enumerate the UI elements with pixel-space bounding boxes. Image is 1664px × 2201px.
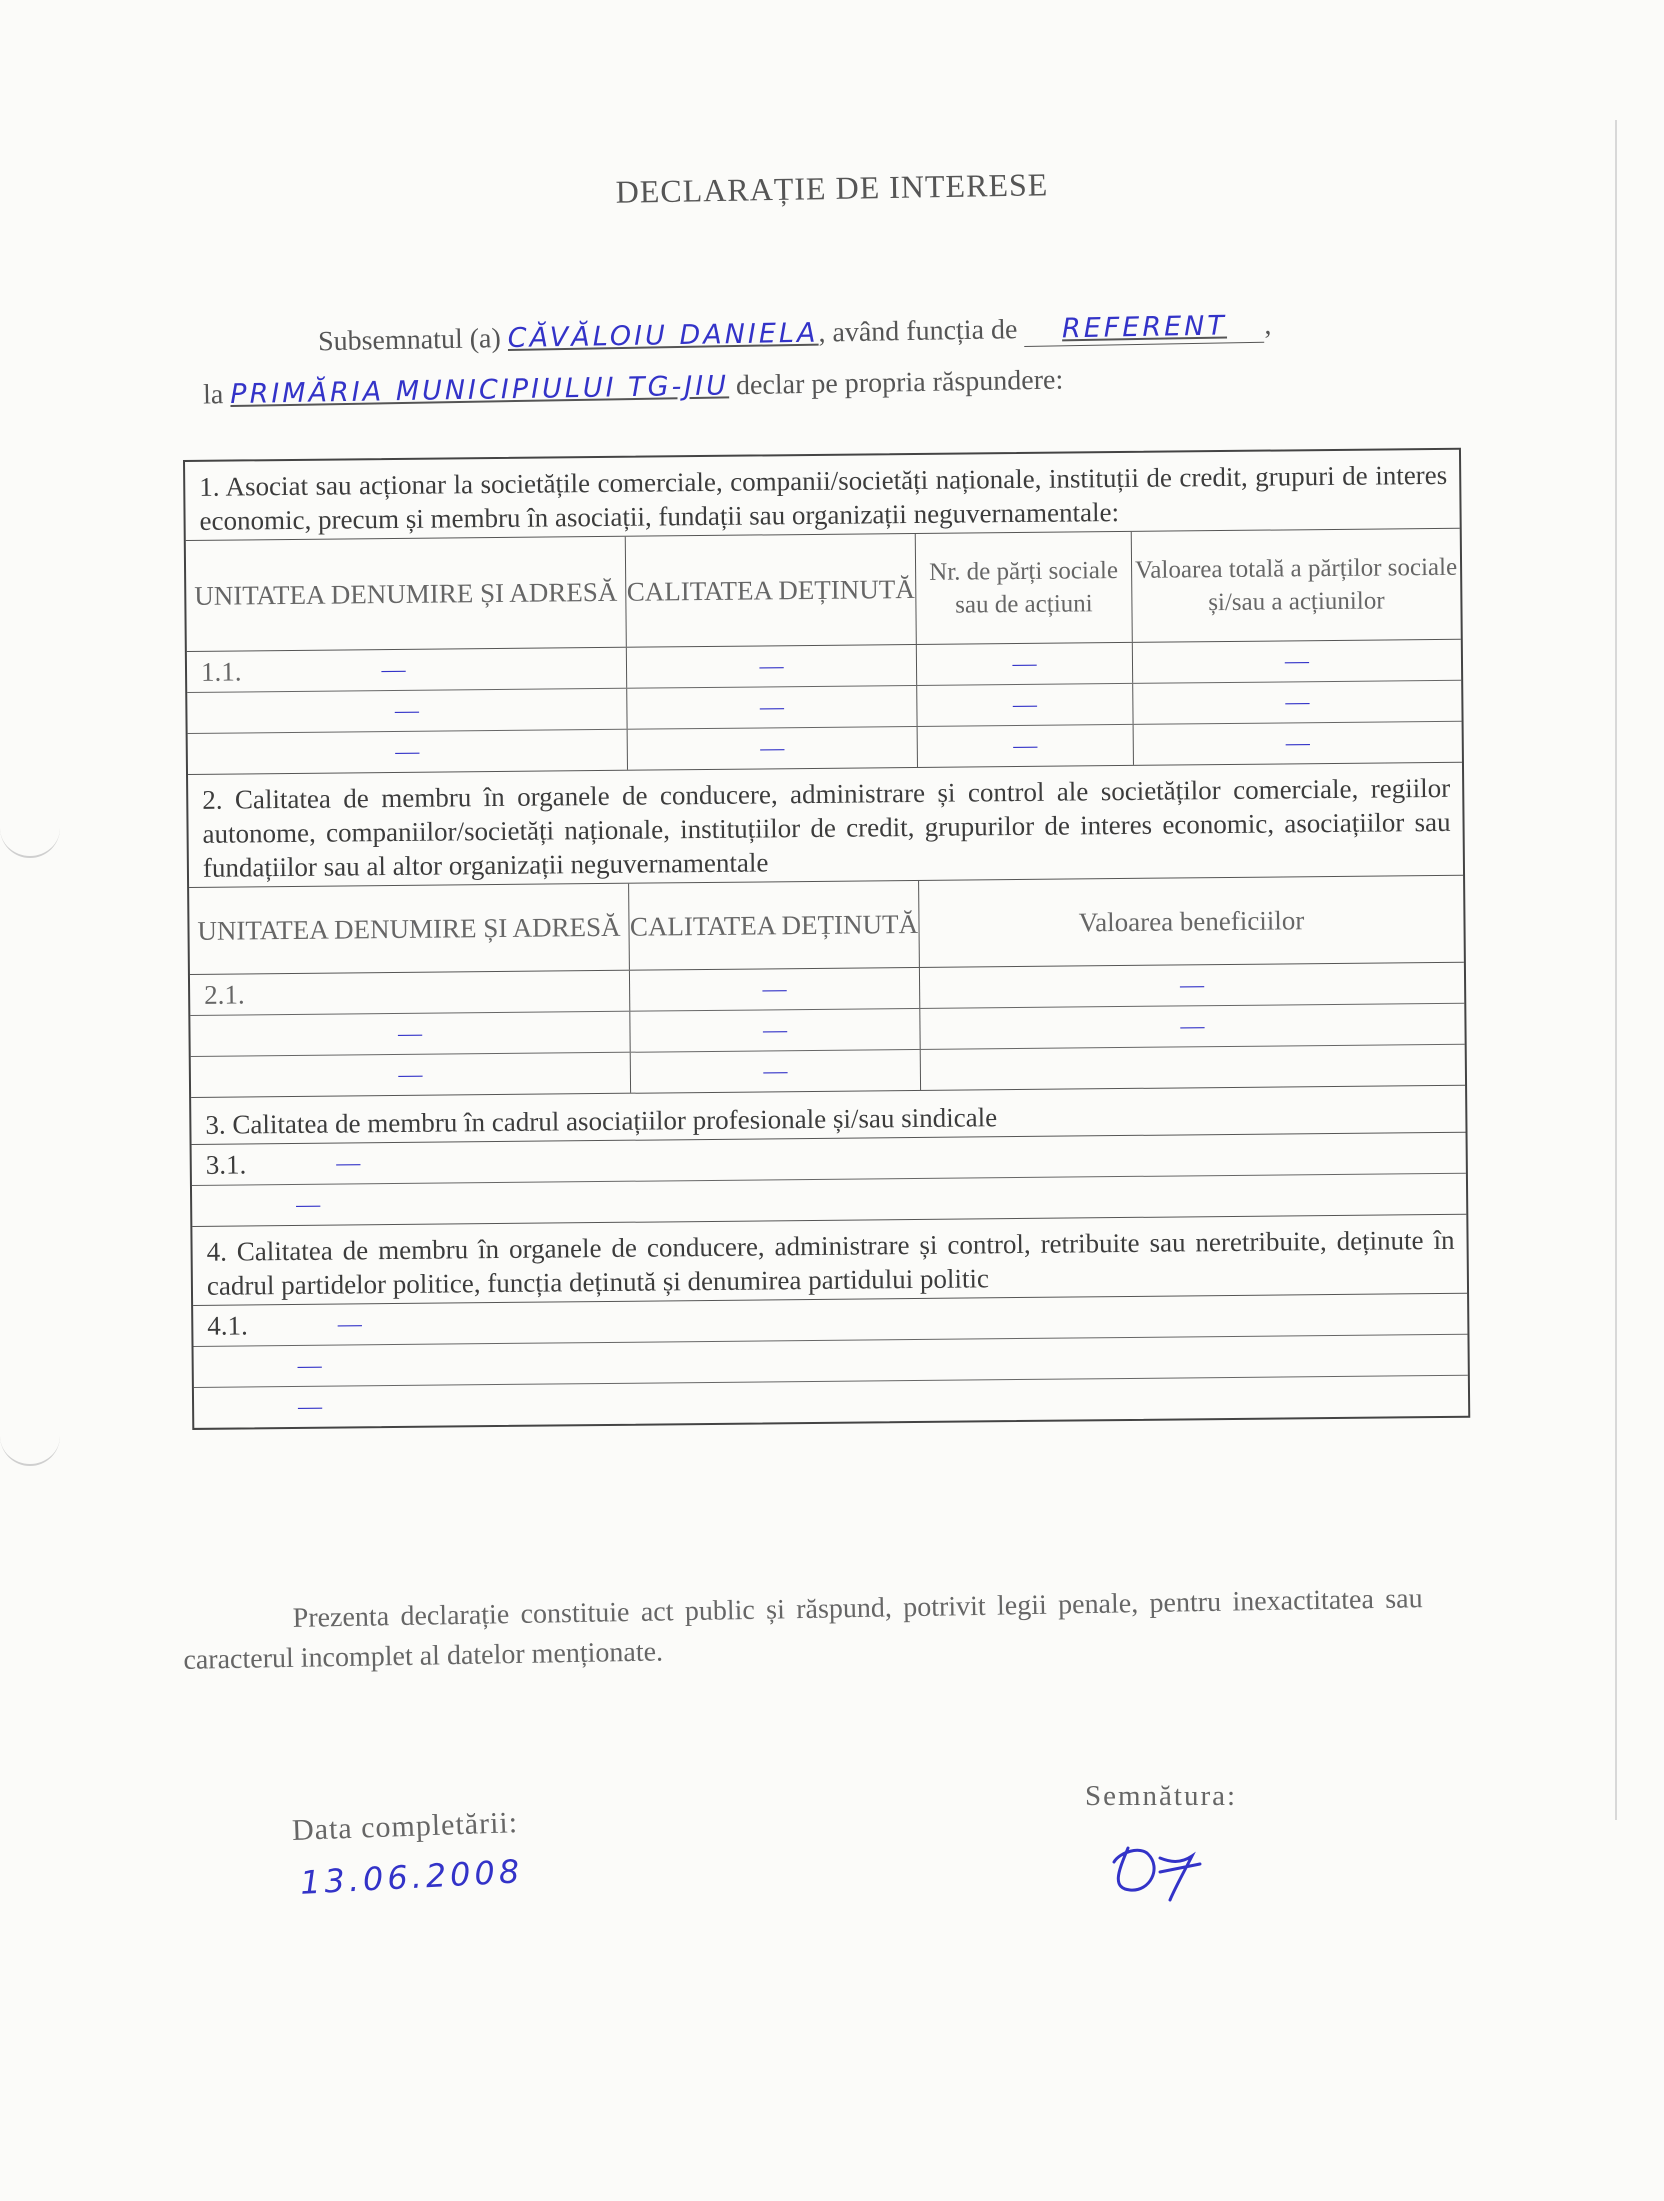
declarant-function: REFERENT — [1061, 310, 1228, 345]
dash-mark: — — [296, 1191, 321, 1218]
section-3-rows — [192, 1133, 1467, 1227]
dash-mark: — — [1179, 971, 1205, 998]
section-3-heading: 3. Calitatea de membru în cadrul asociațiilor profesionale și/sau sindicale — [191, 1086, 1465, 1145]
dash-mark: — — [762, 1016, 788, 1043]
dash-mark: — — [297, 1393, 323, 1420]
scan-edge — [1615, 120, 1617, 1820]
signature-mark — [1100, 1828, 1240, 1908]
dash-mark: — — [337, 1310, 362, 1338]
dash-mark: — — [1285, 688, 1310, 715]
dash-mark: — — [1012, 650, 1037, 677]
intro-line-2 — [203, 364, 1064, 411]
intro-line-1: Subsemnatul (a) CĂVĂLOIU DANIELA, având funcția de REFERENT , — [317, 309, 1272, 358]
dash-mark: — — [759, 652, 784, 679]
row-label: 4.1. — [207, 1309, 248, 1341]
dash-mark: — — [759, 693, 785, 720]
dash-mark: — — [1180, 1012, 1205, 1039]
section-1-header-row — [186, 529, 1461, 652]
dash-mark: — — [394, 697, 420, 724]
function-label: , având funcția de — [818, 314, 1018, 349]
dash-mark: — — [760, 734, 785, 761]
s1-col-unitatea: UNITATEA DENUMIRE ȘI ADRESĂ — [186, 537, 627, 651]
section-2-rows — [190, 963, 1465, 1098]
declar-label: declar pe propria răspundere: — [735, 364, 1064, 402]
s2-col-unitatea: UNITATEA DENUMIRE ȘI ADRESĂ — [189, 884, 630, 974]
dash-mark: — — [1012, 691, 1038, 718]
dash-mark: — — [336, 1149, 361, 1177]
declaration-footer: Prezenta declarație constituie act public și răspund, potrivit legii penale, pentru inexactitatea sau caracterul incomplet al datelor menționate. — [183, 1583, 1423, 1676]
dash-mark: — — [1284, 647, 1310, 674]
declaration-form — [183, 448, 1470, 1430]
dash-mark: — — [381, 656, 406, 683]
dash-mark: — — [398, 1061, 423, 1088]
declarant-name: CĂVĂLOIU DANIELA — [507, 317, 819, 355]
page-title: DECLARAȚIE DE INTERESE — [615, 166, 1049, 210]
s1-col-nr-parti: Nr. de părți sociale sau de acțiuni — [916, 532, 1133, 644]
dash-mark: — — [395, 738, 420, 765]
punch-hole — [0, 822, 60, 858]
section-2-header-row — [189, 876, 1464, 975]
dash-mark: — — [1013, 732, 1038, 759]
row-label: 2.1. — [203, 978, 245, 1010]
dash-mark: — — [762, 975, 787, 1002]
s1-col-calitatea: CALITATEA DEȚINUTĂ — [626, 534, 917, 647]
section-1-heading: 1. Asociat sau acționar la societățile comerciale, companii/societăți naționale, instituții de credit, grupuri de interes economic, precum și membru în asociații, fundații sau organizații neguvernamentale: — [185, 450, 1460, 541]
dash-mark: — — [1285, 729, 1310, 756]
section-2-heading: 2. Calitatea de membru în organele de conducere, administrare și control ale societăților comerciale, regiilor autonome, companiilor/societăți naționale, instituțiilor de credit, grupurilor de interes economic, asociațiilor sau fundațiilor sau al altor organizații neguvernamentale — [188, 763, 1463, 888]
declarant-institution: PRIMĂRIA MUNICIPIULUI TG-JIU — [230, 370, 730, 411]
dash-mark: — — [397, 1020, 423, 1047]
section-4-heading: 4. Calitatea de membru în organele de conducere, administrare și control, retribuite sau neretribuite, deținute în cadrul partidelor politice, funcția deținută și denumirea partidului politic — [192, 1215, 1467, 1306]
punch-hole — [0, 1430, 60, 1466]
s2-col-valoarea-beneficiilor: Valoarea beneficiilor — [1078, 905, 1305, 938]
dash-mark: — — [763, 1057, 788, 1084]
la-label: la — [202, 379, 224, 411]
subsemnatul-label: Subsemnatul (a) — [317, 323, 502, 358]
signature-label: Semnătura: — [1085, 1780, 1238, 1812]
section-4-rows — [193, 1294, 1468, 1428]
date-label: Data completării: — [291, 1806, 519, 1847]
row-label: 1.1. — [200, 655, 242, 687]
date-value: 13.06.2008 — [299, 1852, 525, 1902]
section-1-rows — [187, 640, 1462, 775]
s2-col-calitatea: CALITATEA DEȚINUTĂ — [629, 881, 920, 970]
dash-mark: — — [297, 1352, 322, 1379]
row-label: 3.1. — [205, 1148, 247, 1180]
s1-col-valoarea: Valoarea totală a părților sociale și/sau a acțiunilor — [1134, 553, 1458, 617]
